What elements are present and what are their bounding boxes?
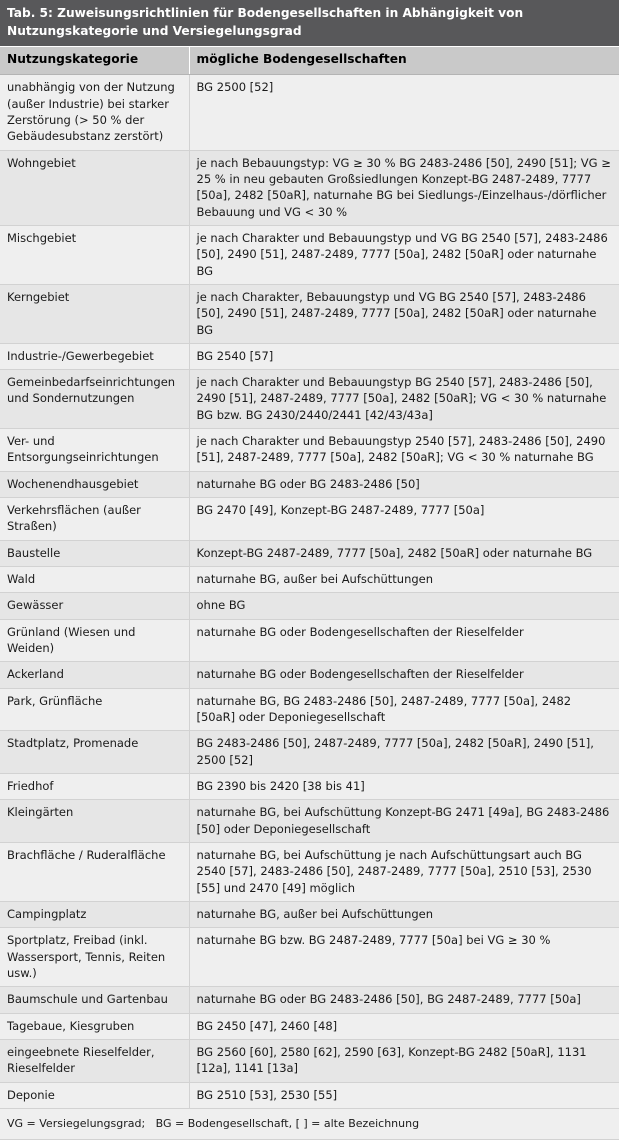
cell-bodengesellschaften: naturnahe BG, BG 2483-2486 [50], 2487-2489, 7777 [50a], 2482 [50aR] oder Deponiegesellschaft — [189, 688, 619, 731]
cell-nutzungskategorie: Ver- und Entsorgungseinrichtungen — [0, 429, 189, 472]
table-row — [0, 75, 619, 150]
table-row — [0, 843, 619, 902]
table-footnote: VG = Versiegelungsgrad; BG = Bodengesellschaft, [ ] = alte Bezeichnung — [0, 1108, 619, 1139]
cell-nutzungskategorie: Park, Grünfläche — [0, 688, 189, 731]
table-row — [0, 774, 619, 800]
cell-bodengesellschaften: je nach Charakter und Bebauungstyp 2540 [57], 2483-2486 [50], 2490 [51], 2487-2489, 7777 [50a], 2482 [50aR]; VG < 30 % naturnahe BG — [189, 429, 619, 472]
cell-nutzungskategorie: Stadtplatz, Promenade — [0, 731, 189, 774]
table-head — [0, 47, 619, 75]
table-row — [0, 662, 619, 688]
cell-bodengesellschaften: BG 2510 [53], 2530 [55] — [189, 1082, 619, 1108]
cell-bodengesellschaften: naturnahe BG oder Bodengesellschaften der Rieselfelder — [189, 662, 619, 688]
cell-nutzungskategorie: Wald — [0, 567, 189, 593]
table-row — [0, 731, 619, 774]
table-row — [0, 1082, 619, 1108]
cell-nutzungskategorie: Baustelle — [0, 540, 189, 566]
cell-nutzungskategorie: Kleingärten — [0, 800, 189, 843]
table-foot — [0, 1108, 619, 1139]
cell-bodengesellschaften: naturnahe BG oder Bodengesellschaften der Rieselfelder — [189, 619, 619, 662]
cell-bodengesellschaften: BG 2390 bis 2420 [38 bis 41] — [189, 774, 619, 800]
cell-nutzungskategorie: Campingplatz — [0, 902, 189, 928]
cell-nutzungskategorie: Mischgebiet — [0, 225, 189, 284]
cell-bodengesellschaften: je nach Charakter und Bebauungstyp und VG BG 2540 [57], 2483-2486 [50], 2490 [51], 2487-2489, 7777 [50a], 2482 [50aR] oder naturnahe BG — [189, 225, 619, 284]
footnote-row — [0, 1108, 619, 1139]
table-row — [0, 343, 619, 369]
cell-nutzungskategorie: Ackerland — [0, 662, 189, 688]
cell-bodengesellschaften: BG 2500 [52] — [189, 75, 619, 150]
table-row — [0, 150, 619, 225]
cell-bodengesellschaften: je nach Charakter, Bebauungstyp und VG BG 2540 [57], 2483-2486 [50], 2490 [51], 2487-2489, 7777 [50a], 2482 [50aR] oder naturnahe BG — [189, 284, 619, 343]
cell-bodengesellschaften: BG 2540 [57] — [189, 343, 619, 369]
cell-nutzungskategorie: Tagebaue, Kiesgruben — [0, 1013, 189, 1039]
column-header-nutzungskategorie: Nutzungskategorie — [0, 47, 189, 75]
table-row — [0, 928, 619, 987]
cell-bodengesellschaften: ohne BG — [189, 593, 619, 619]
cell-bodengesellschaften: naturnahe BG, bei Aufschüttung Konzept-BG 2471 [49a], BG 2483-2486 [50] oder Deponiegesellschaft — [189, 800, 619, 843]
cell-nutzungskategorie: Wohngebiet — [0, 150, 189, 225]
cell-nutzungskategorie: Gewässer — [0, 593, 189, 619]
table-caption-wrapper — [0, 0, 619, 46]
table-row — [0, 1013, 619, 1039]
table-row — [0, 498, 619, 541]
cell-bodengesellschaften: Konzept-BG 2487-2489, 7777 [50a], 2482 [50aR] oder naturnahe BG — [189, 540, 619, 566]
cell-bodengesellschaften: je nach Bebauungstyp: VG ≥ 30 % BG 2483-2486 [50], 2490 [51]; VG ≥ 25 % in neu gebauten Großsiedlungen Konzept-BG 2487-2489, 7777 [50a], 2482 [50aR], naturnahe BG bei Siedlungs-/Einzelhaus-/dörflicher Bebauung und VG < 30 % — [189, 150, 619, 225]
cell-bodengesellschaften: naturnahe BG, bei Aufschüttung je nach Aufschüttungsart auch BG 2540 [57], 2483-2486 [50], 2487-2489, 7777 [50a], 2510 [53], 2530 [55] und 2470 [49] möglich — [189, 843, 619, 902]
cell-bodengesellschaften: naturnahe BG oder BG 2483-2486 [50], BG 2487-2489, 7777 [50a] — [189, 987, 619, 1013]
cell-bodengesellschaften: je nach Charakter und Bebauungstyp BG 2540 [57], 2483-2486 [50], 2490 [51], 2487-2489, 7777 [50a], 2482 [50aR]; VG < 30 % naturnahe BG bzw. BG 2430/2440/2441 [42/43/43a] — [189, 370, 619, 429]
table-row — [0, 800, 619, 843]
table-row — [0, 540, 619, 566]
cell-nutzungskategorie: Friedhof — [0, 774, 189, 800]
table-body — [0, 75, 619, 1109]
cell-bodengesellschaften: BG 2450 [47], 2460 [48] — [189, 1013, 619, 1039]
header-row — [0, 47, 619, 75]
cell-nutzungskategorie: Deponie — [0, 1082, 189, 1108]
table-row — [0, 225, 619, 284]
cell-nutzungskategorie: Grünland (Wiesen und Weiden) — [0, 619, 189, 662]
table-row — [0, 902, 619, 928]
cell-nutzungskategorie: Baumschule und Gartenbau — [0, 987, 189, 1013]
table-row — [0, 567, 619, 593]
table-row — [0, 429, 619, 472]
table-row — [0, 1040, 619, 1083]
cell-bodengesellschaften: naturnahe BG bzw. BG 2487-2489, 7777 [50a] bei VG ≥ 30 % — [189, 928, 619, 987]
cell-nutzungskategorie: Wochenendhausgebiet — [0, 471, 189, 497]
cell-nutzungskategorie: Gemeinbedarfseinrichtungen und Sondernutzungen — [0, 370, 189, 429]
cell-nutzungskategorie: eingeebnete Rieselfelder, Rieselfelder — [0, 1040, 189, 1083]
cell-nutzungskategorie: Verkehrsflächen (außer Straßen) — [0, 498, 189, 541]
table-row — [0, 688, 619, 731]
cell-bodengesellschaften: BG 2483-2486 [50], 2487-2489, 7777 [50a], 2482 [50aR], 2490 [51], 2500 [52] — [189, 731, 619, 774]
cell-bodengesellschaften: naturnahe BG, außer bei Aufschüttungen — [189, 567, 619, 593]
cell-bodengesellschaften: naturnahe BG oder BG 2483-2486 [50] — [189, 471, 619, 497]
table-row — [0, 593, 619, 619]
table-row — [0, 370, 619, 429]
table-row — [0, 619, 619, 662]
cell-nutzungskategorie: Kerngebiet — [0, 284, 189, 343]
cell-bodengesellschaften: BG 2470 [49], Konzept-BG 2487-2489, 7777 [50a] — [189, 498, 619, 541]
cell-nutzungskategorie: Brachfläche / Ruderalfläche — [0, 843, 189, 902]
table-row — [0, 987, 619, 1013]
table-row — [0, 284, 619, 343]
column-header-bodengesellschaften: mögliche Bodengesellschaften — [189, 47, 619, 75]
cell-bodengesellschaften: BG 2560 [60], 2580 [62], 2590 [63], Konzept-BG 2482 [50aR], 1131 [12a], 1141 [13a] — [189, 1040, 619, 1083]
table-row — [0, 471, 619, 497]
cell-bodengesellschaften: naturnahe BG, außer bei Aufschüttungen — [189, 902, 619, 928]
cell-nutzungskategorie: Industrie-/Gewerbegebiet — [0, 343, 189, 369]
cell-nutzungskategorie: unabhängig von der Nutzung (außer Industrie) bei starker Zerstörung (> 50 % der Gebäudesubstanz zerstört) — [0, 75, 189, 150]
cell-nutzungskategorie: Sportplatz, Freibad (inkl. Wassersport, Tennis, Reiten usw.) — [0, 928, 189, 987]
table-title: Tab. 5: Zuweisungsrichtlinien für Bodengesellschaften in Abhängigkeit von Nutzungskategorie und Versiegelungsgrad — [0, 0, 619, 46]
